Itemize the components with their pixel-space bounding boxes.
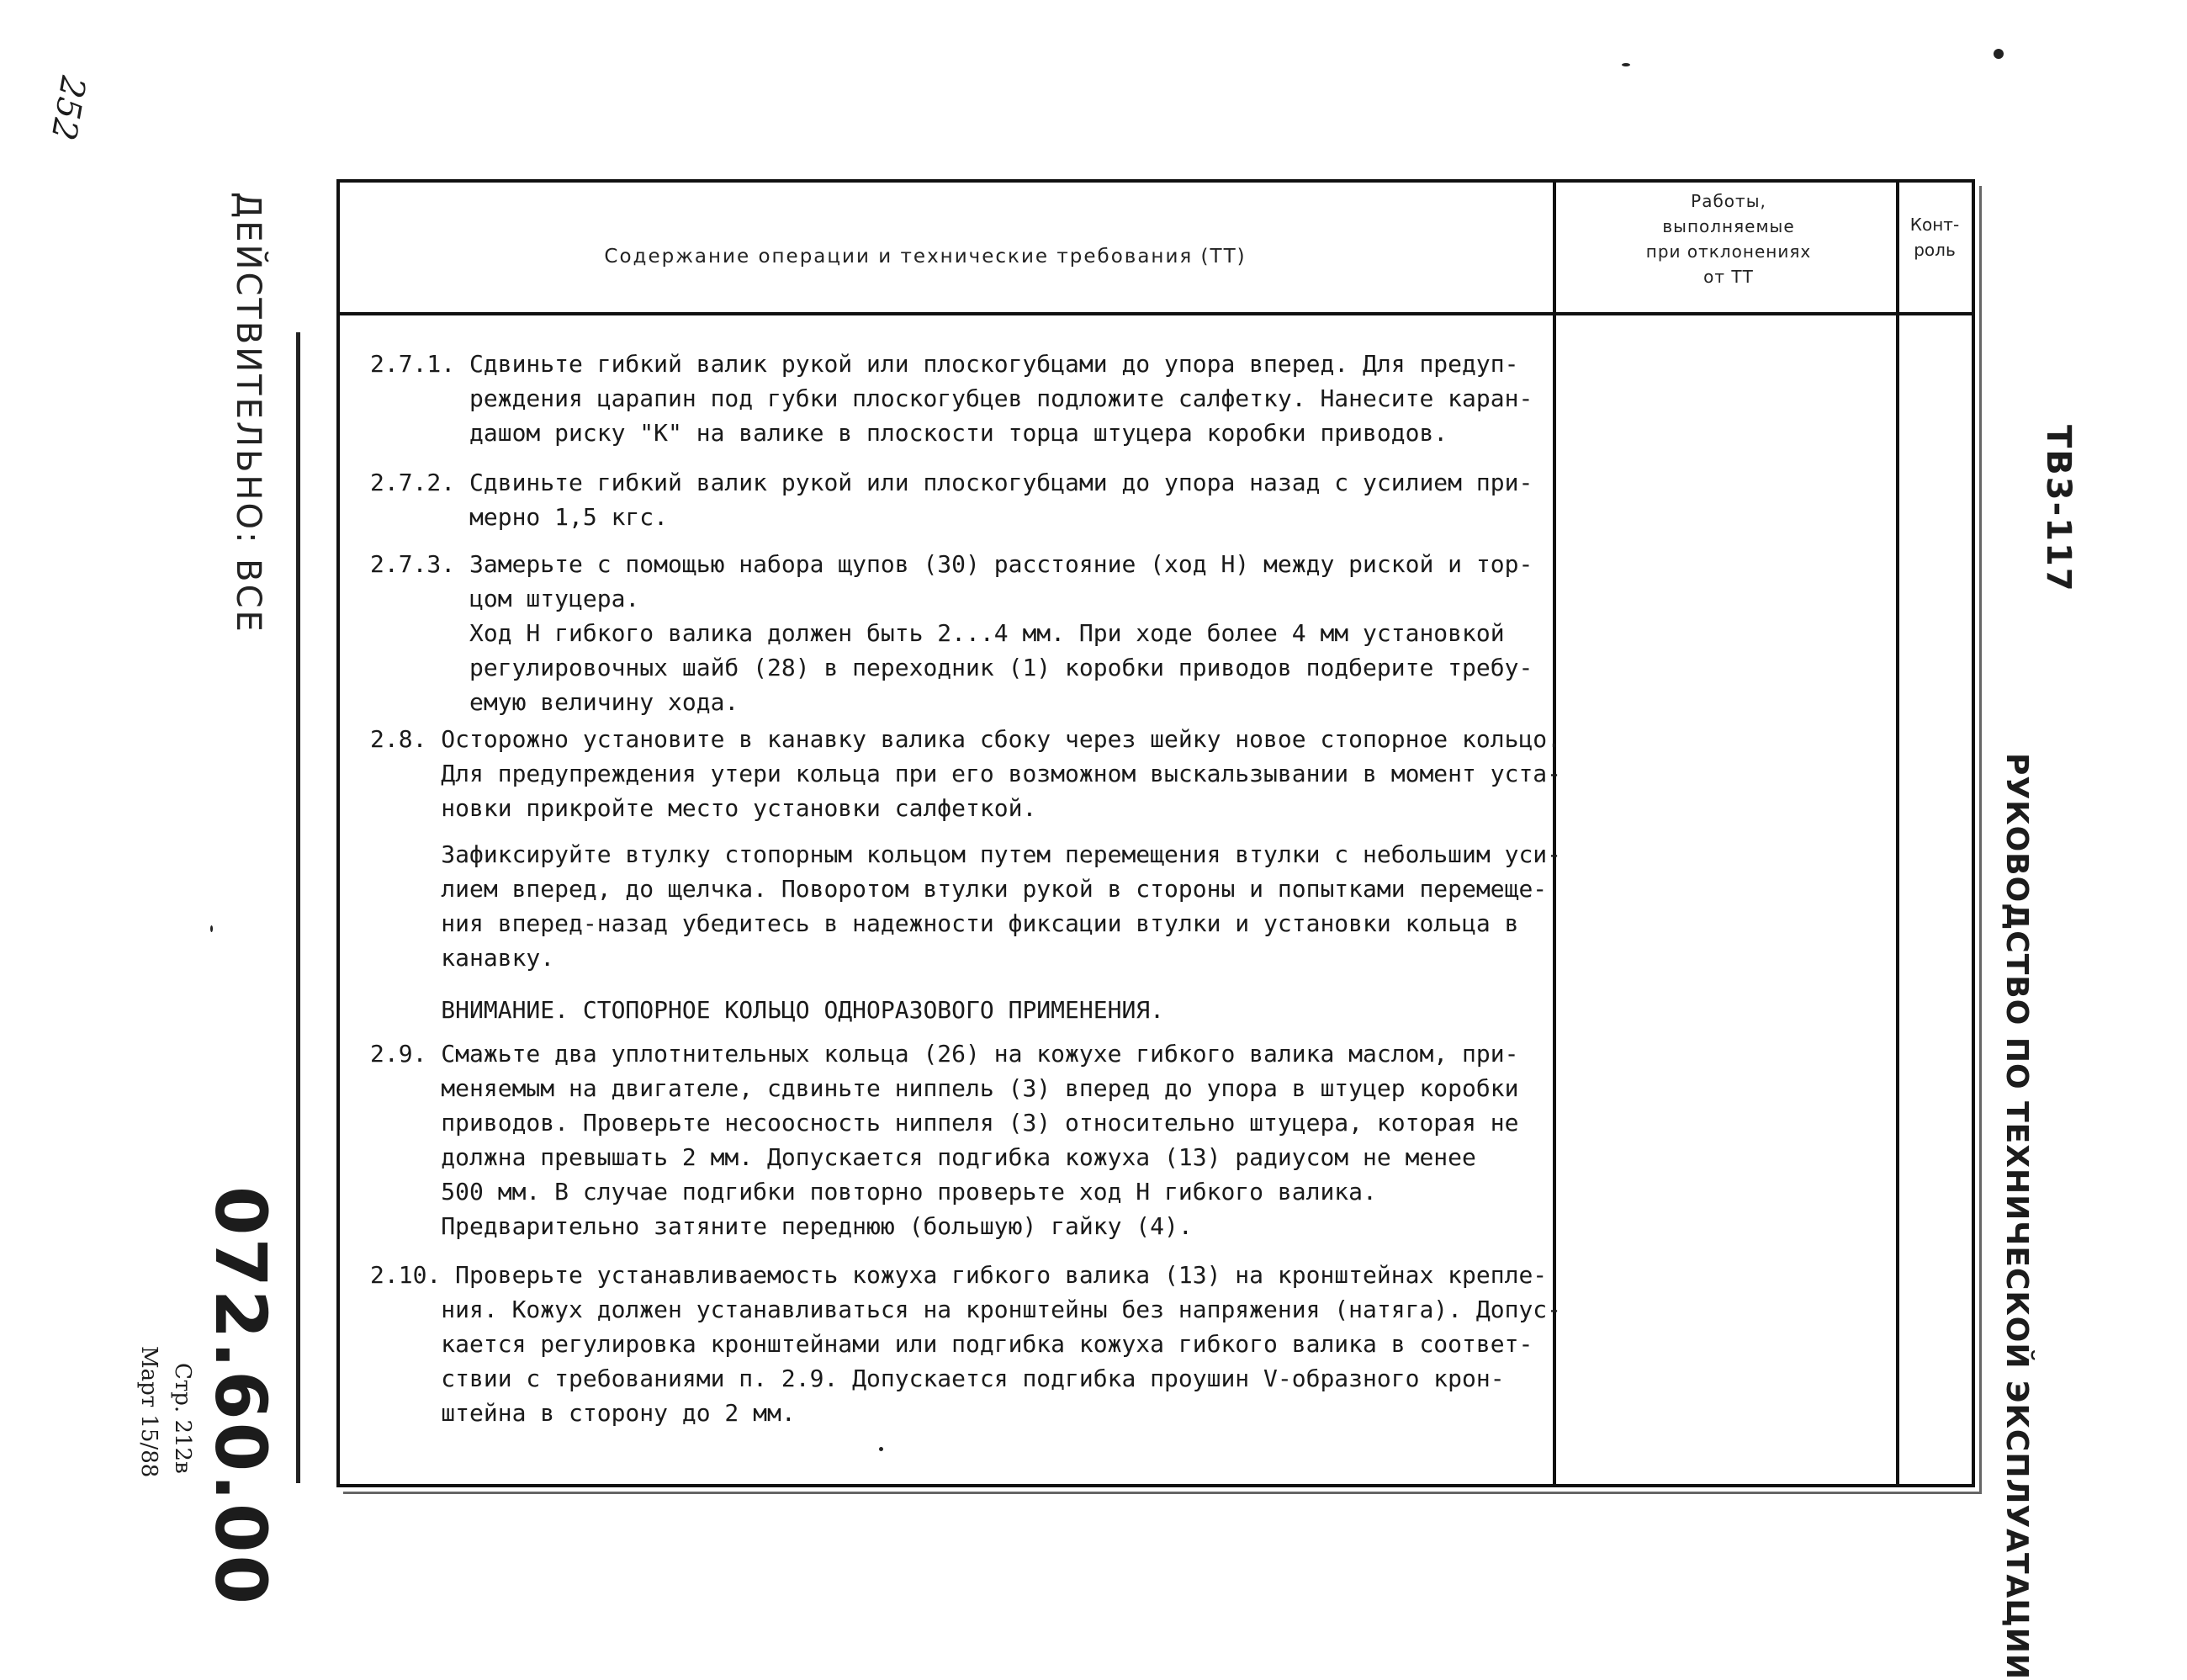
header-works-line: от ТТ — [1703, 267, 1754, 287]
scan-speck — [210, 925, 213, 932]
document-title — [2039, 425, 2078, 593]
margin-rule — [296, 332, 300, 1483]
header-divider — [340, 312, 1972, 315]
header-works-line: Работы, — [1691, 191, 1766, 211]
header-content-column: Содержание операции и технические требования (ТТ) — [604, 246, 1247, 268]
paragraph-2-7-3: 2.7.3. Замерьте с помощью набора щупов (30) расстояние (ход Н) между риской и тор- цом штуцера. Ход Н гибкого валика должен быть 2...4 мм. При ходе более 4 мм установкой регулировочных шайб (28) в переходник (1) коробки приводов подберите требу- емую величину хода. — [370, 550, 1533, 716]
header-control-column — [1897, 212, 1973, 262]
engine-model: ТВ3-117 — [2039, 425, 2078, 593]
handwritten-page-mark: 252 — [43, 73, 93, 144]
paragraph-2-10: 2.10. Проверьте устанавливаемость кожуха гибкого валика (13) на кронштейнах крепле- ния. Кожух должен устанавливаться на кронштейны без напряжения (натяга). Допус- кается регулировка кронштейнами или подгибка кожуха гибкого валика в соответ- ствии с требованиями п. 2.9. Допускается подгибка проушин V-образного крон- штейна в сторону до 2 мм. — [370, 1261, 1562, 1427]
paragraph-2-8: 2.8. Осторожно установите в канавку валика сбоку через шейку новое стопорное кольцо. Для предупреждения утери кольца при его возможном выскальзывании в момент уста- новки прикройте место установки салфеткой. — [370, 725, 1562, 822]
paragraph-2-8-continued: Зафиксируйте втулку стопорным кольцом путем перемещения втулки с небольшим уси- лием вперед, до щелчка. Поворотом втулки рукой в стороны и попытками перемеще- ния вперед-назад убедитесь в надежности фиксации втулки и установки кольца в канавку. — [441, 840, 1562, 972]
scan-speck — [1622, 63, 1630, 66]
paragraph-2-7-1: 2.7.1. Сдвиньте гибкий валик рукой или плоскогубцами до упора вперед. Для предуп- реждения царапин под губки плоскогубцев подложите салфетку. Нанесите каран- дашом риску "К" на валике в плоскости торца штуцера коробки приводов. — [370, 350, 1533, 447]
paragraph-2-7-2: 2.7.2. Сдвиньте гибкий валик рукой или плоскогубцами до упора назад с усилием при- мерно 1,5 кгс. — [370, 469, 1533, 531]
header-works-line: выполняемые — [1662, 216, 1795, 236]
header-works-line: при отклонениях — [1645, 241, 1812, 262]
validity-note: ДЕЙСТВИТЕЛЬНО: ВСЕ — [229, 192, 267, 634]
scan-speck — [879, 1447, 883, 1451]
manual-title: РУКОВОДСТВО ПО ТЕХНИЧЕСКОЙ ЭКСПЛУАТАЦИИ — [1999, 753, 2034, 1680]
column-divider-control — [1896, 183, 1899, 1484]
header-works-column — [1590, 188, 1867, 289]
page-number: Стр. 212в — [170, 1363, 195, 1474]
document-number: 072.60.00 — [199, 1186, 282, 1607]
revision-date: Март 15/88 — [136, 1346, 162, 1478]
header-control-line: Конт- — [1909, 215, 1960, 235]
scan-speck — [1994, 49, 2004, 59]
paragraph-2-9: 2.9. Смажьте два уплотнительных кольца (26) на кожухе гибкого валика маслом, при- меняемым на двигателе, сдвиньте ниппель (3) вперед до упора в штуцер коробки приводов. Проверьте несоосность ниппеля (3) относительно штуцера, которая не должна превышать 2 мм. Допускается подгибка кожуха (13) радиусом не менее 500 мм. В случае подгибки повторно проверьте ход Н гибкого валика. Предварительно затяните переднюю (большую) гайку (4). — [370, 1040, 1519, 1240]
warning-note: ВНИМАНИЕ. СТОПОРНОЕ КОЛЬЦО ОДНОРАЗОВОГО ПРИМЕНЕНИЯ. — [370, 996, 1165, 1024]
header-control-line: роль — [1914, 240, 1956, 260]
